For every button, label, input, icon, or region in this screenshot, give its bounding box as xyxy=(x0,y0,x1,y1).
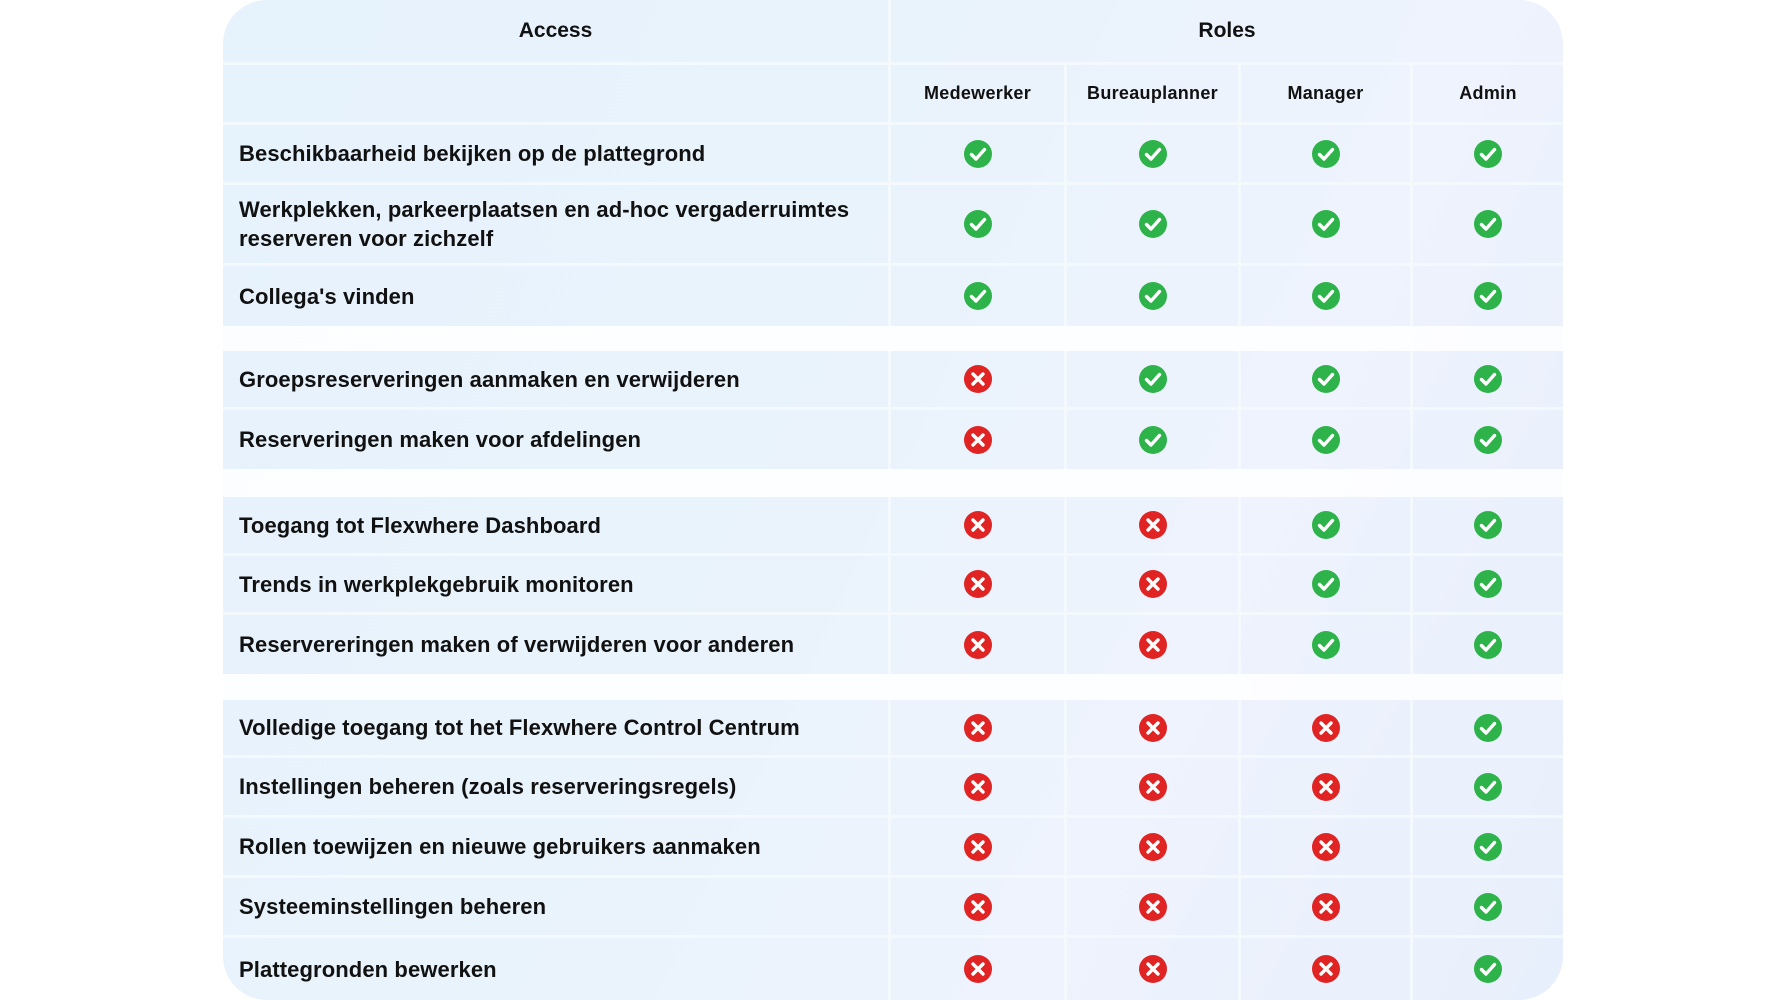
check-icon xyxy=(1138,139,1168,169)
access-cell-manager xyxy=(1241,125,1413,182)
access-roles-table xyxy=(223,0,1563,1000)
check-icon xyxy=(1473,510,1503,540)
access-cell-admin xyxy=(1413,185,1563,263)
cross-icon xyxy=(1311,713,1341,743)
role-manager: Manager xyxy=(1241,65,1413,122)
access-cell-manager xyxy=(1241,497,1413,553)
access-cell-admin xyxy=(1413,125,1563,182)
access-cell-bureauplanner xyxy=(1067,878,1241,935)
check-icon xyxy=(1311,425,1341,455)
access-cell-admin xyxy=(1413,615,1563,674)
access-cell-bureauplanner xyxy=(1067,497,1241,553)
check-icon xyxy=(1473,425,1503,455)
check-icon xyxy=(1311,209,1341,239)
permission-label: Systeeminstellingen beheren xyxy=(223,878,891,935)
access-cell-bureauplanner xyxy=(1067,556,1241,612)
access-cell-admin xyxy=(1413,266,1563,326)
permission-label: Plattegronden bewerken xyxy=(223,938,891,1000)
check-icon xyxy=(1138,209,1168,239)
role-bureauplanner: Bureauplanner xyxy=(1067,65,1241,122)
access-cell-bureauplanner xyxy=(1067,615,1241,674)
check-icon xyxy=(963,139,993,169)
cross-icon xyxy=(1138,630,1168,660)
role-names-header xyxy=(223,65,1563,125)
table-header xyxy=(223,0,1563,65)
access-cell-bureauplanner xyxy=(1067,410,1241,469)
table-row xyxy=(223,615,1563,674)
table-row xyxy=(223,125,1563,185)
cross-icon xyxy=(1138,713,1168,743)
row-group xyxy=(223,351,1563,469)
access-cell-manager xyxy=(1241,818,1413,875)
access-cell-medewerker xyxy=(891,497,1067,553)
cross-icon xyxy=(1311,954,1341,984)
check-icon xyxy=(1138,281,1168,311)
access-cell-manager xyxy=(1241,758,1413,815)
access-cell-medewerker xyxy=(891,410,1067,469)
access-cell-manager xyxy=(1241,185,1413,263)
check-icon xyxy=(1473,281,1503,311)
group-divider xyxy=(223,469,1563,497)
permission-label: Toegang tot Flexwhere Dashboard xyxy=(223,497,891,553)
table-row xyxy=(223,351,1563,410)
check-icon xyxy=(1311,569,1341,599)
cross-icon xyxy=(963,569,993,599)
cross-icon xyxy=(1311,892,1341,922)
check-icon xyxy=(1473,139,1503,169)
check-icon xyxy=(1473,713,1503,743)
cross-icon xyxy=(963,832,993,862)
cross-icon xyxy=(1138,772,1168,802)
table-row xyxy=(223,938,1563,1000)
access-cell-medewerker xyxy=(891,878,1067,935)
row-group xyxy=(223,700,1563,1000)
permission-label: Volledige toegang tot het Flexwhere Control Centrum xyxy=(223,700,891,755)
access-cell-medewerker xyxy=(891,351,1067,407)
cross-icon xyxy=(963,954,993,984)
table-row xyxy=(223,818,1563,878)
check-icon xyxy=(1138,364,1168,394)
access-cell-medewerker xyxy=(891,185,1067,263)
access-cell-medewerker xyxy=(891,266,1067,326)
check-icon xyxy=(1473,772,1503,802)
permission-label: Beschikbaarheid bekijken op de plattegrond xyxy=(223,125,891,182)
cross-icon xyxy=(1138,510,1168,540)
empty-header-cell xyxy=(223,65,891,122)
cross-icon xyxy=(1138,892,1168,922)
table-row xyxy=(223,700,1563,758)
access-cell-admin xyxy=(1413,556,1563,612)
check-icon xyxy=(1473,209,1503,239)
roles-column-header: Roles xyxy=(1198,19,1256,42)
access-cell-manager xyxy=(1241,351,1413,407)
table-row xyxy=(223,185,1563,266)
check-icon xyxy=(1473,954,1503,984)
cross-icon xyxy=(1311,832,1341,862)
cross-icon xyxy=(963,630,993,660)
permission-label: Werkplekken, parkeerplaatsen en ad-hoc vergaderruimtes reserveren voor zichzelf xyxy=(223,185,891,263)
access-cell-medewerker xyxy=(891,125,1067,182)
check-icon xyxy=(1311,630,1341,660)
access-cell-bureauplanner xyxy=(1067,700,1241,755)
access-cell-manager xyxy=(1241,878,1413,935)
cross-icon xyxy=(963,364,993,394)
cross-icon xyxy=(963,892,993,922)
permission-label: Instellingen beheren (zoals reserveringsregels) xyxy=(223,758,891,815)
access-cell-admin xyxy=(1413,758,1563,815)
cross-icon xyxy=(963,510,993,540)
check-icon xyxy=(1138,425,1168,455)
permission-label: Groepsreserveringen aanmaken en verwijderen xyxy=(223,351,891,407)
check-icon xyxy=(963,281,993,311)
table-row xyxy=(223,410,1563,469)
cross-icon xyxy=(1138,954,1168,984)
access-cell-admin xyxy=(1413,700,1563,755)
access-cell-manager xyxy=(1241,615,1413,674)
table-row xyxy=(223,878,1563,938)
access-cell-manager xyxy=(1241,938,1413,1000)
access-cell-bureauplanner xyxy=(1067,758,1241,815)
table-row xyxy=(223,556,1563,615)
cross-icon xyxy=(963,772,993,802)
cross-icon xyxy=(1138,832,1168,862)
check-icon xyxy=(1473,630,1503,660)
access-cell-admin xyxy=(1413,351,1563,407)
group-divider xyxy=(223,674,1563,700)
table-row xyxy=(223,266,1563,326)
access-cell-manager xyxy=(1241,266,1413,326)
access-cell-medewerker xyxy=(891,938,1067,1000)
permission-label: Collega's vinden xyxy=(223,266,891,326)
check-icon xyxy=(1311,281,1341,311)
check-icon xyxy=(1311,510,1341,540)
access-cell-bureauplanner xyxy=(1067,351,1241,407)
check-icon xyxy=(963,209,993,239)
access-cell-admin xyxy=(1413,497,1563,553)
access-cell-admin xyxy=(1413,818,1563,875)
cross-icon xyxy=(963,713,993,743)
access-cell-admin xyxy=(1413,938,1563,1000)
access-cell-medewerker xyxy=(891,556,1067,612)
access-cell-manager xyxy=(1241,700,1413,755)
access-cell-bureauplanner xyxy=(1067,185,1241,263)
access-cell-admin xyxy=(1413,878,1563,935)
access-cell-medewerker xyxy=(891,758,1067,815)
access-cell-bureauplanner xyxy=(1067,818,1241,875)
permission-label: Rollen toewijzen en nieuwe gebruikers aanmaken xyxy=(223,818,891,875)
permission-label: Reserveringen maken voor afdelingen xyxy=(223,410,891,469)
cross-icon xyxy=(963,425,993,455)
check-icon xyxy=(1473,892,1503,922)
role-admin: Admin xyxy=(1459,83,1517,103)
access-cell-bureauplanner xyxy=(1067,266,1241,326)
cross-icon xyxy=(1138,569,1168,599)
row-group xyxy=(223,497,1563,674)
table-row xyxy=(223,758,1563,818)
access-cell-admin xyxy=(1413,410,1563,469)
check-icon xyxy=(1311,364,1341,394)
access-cell-medewerker xyxy=(891,700,1067,755)
role-medewerker: Medewerker xyxy=(891,65,1067,122)
access-cell-manager xyxy=(1241,556,1413,612)
check-icon xyxy=(1473,569,1503,599)
group-divider xyxy=(223,326,1563,351)
access-cell-bureauplanner xyxy=(1067,938,1241,1000)
permission-label: Trends in werkplekgebruik monitoren xyxy=(223,556,891,612)
cross-icon xyxy=(1311,772,1341,802)
access-column-header: Access xyxy=(223,0,891,62)
access-cell-manager xyxy=(1241,410,1413,469)
access-cell-medewerker xyxy=(891,615,1067,674)
check-icon xyxy=(1473,364,1503,394)
table-row xyxy=(223,497,1563,556)
permission-label: Reservereringen maken of verwijderen voor anderen xyxy=(223,615,891,674)
access-cell-bureauplanner xyxy=(1067,125,1241,182)
check-icon xyxy=(1311,139,1341,169)
check-icon xyxy=(1473,832,1503,862)
access-cell-medewerker xyxy=(891,818,1067,875)
row-group xyxy=(223,125,1563,326)
